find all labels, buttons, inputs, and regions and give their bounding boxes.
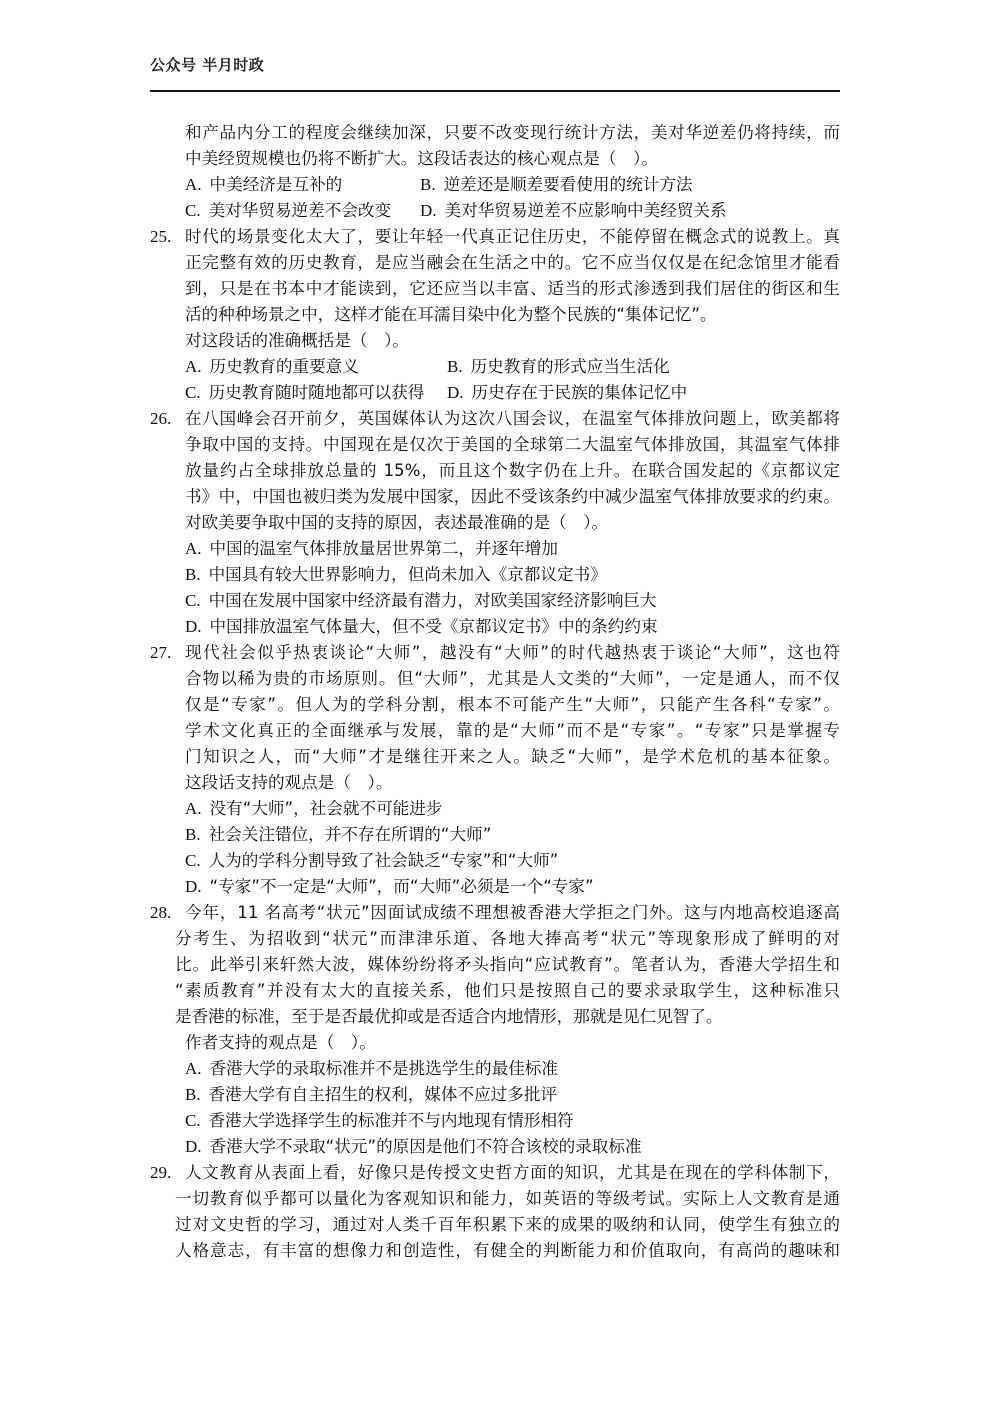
stem-text: 中美经贸规模也仍将不断扩大。这段话表达的核心观点是（ ）。 (185, 149, 658, 168)
stem-text: 仅是“专家”。但人为的学科分割，根本不可能产生“大师”，只能产生各科“专家”。 (185, 695, 840, 714)
answer-option[interactable] (185, 1056, 558, 1082)
option-row (0, 1108, 991, 1134)
option-text: 历史教育的形式应当生活化 (470, 357, 670, 376)
answer-option[interactable] (185, 1082, 557, 1108)
stem-line (0, 224, 991, 250)
stem-text: “素质教育”并没有太大的直接关系，他们只是按照自己的要求录取学生，这种标准只 (175, 981, 840, 1000)
stem-text: 一切教育似乎都可以量化为客观知识和能力，如英语的等级考试。实际上人文教育是通 (175, 1189, 840, 1208)
option-label: B. (185, 1085, 201, 1104)
stem-text: 活的种种场景之中，这样才能在耳濡目染中化为整个民族的“集体记忆”。 (185, 305, 717, 324)
stem-line (0, 1160, 991, 1186)
answer-option[interactable] (185, 354, 359, 380)
stem-line (0, 770, 991, 796)
stem-line (0, 328, 991, 354)
option-text: 没有“大师”，社会就不可能进步 (209, 799, 443, 818)
stem-line (0, 900, 991, 926)
option-row (0, 172, 991, 198)
question-number: 28. (150, 903, 172, 922)
stem-text: 现代社会似乎热衷谈论“大师”，越没有“大师”的时代越热衷于谈论“大师”，这也符 (185, 643, 840, 662)
answer-option[interactable] (185, 822, 491, 848)
option-row (0, 588, 991, 614)
option-label: A. (185, 175, 202, 194)
stem-line (0, 1004, 991, 1030)
option-text: “专家”不一定是“大师”，而“大师”必须是一个“专家” (209, 877, 594, 896)
stem-line (0, 432, 991, 458)
option-label: C. (185, 383, 201, 402)
option-row (0, 822, 991, 848)
option-text: 社会关注错位，并不存在所谓的“大师” (208, 825, 492, 844)
answer-option[interactable] (185, 380, 424, 406)
answer-option[interactable] (185, 796, 442, 822)
answer-option[interactable] (185, 588, 657, 614)
stem-line (0, 250, 991, 276)
stem-line (0, 666, 991, 692)
option-label: A. (185, 357, 202, 376)
stem-line (0, 952, 991, 978)
option-label: A. (185, 799, 202, 818)
stem-text: 过对文史哲的学习，通过对人类千百年积累下来的成果的吸纳和认同，使学生有独立的 (175, 1215, 840, 1234)
stem-line (0, 718, 991, 744)
answer-option[interactable] (185, 848, 558, 874)
stem-line (0, 510, 991, 536)
stem-text: 在八国峰会召开前夕，英国媒体认为这次八国会议，在温室气体排放问题上，欧美都将 (185, 409, 840, 428)
stem-line (0, 406, 991, 432)
option-text: 中国在发展中国家中经济最有潜力，对欧美国家经济影响巨大 (208, 591, 657, 610)
stem-text: 放量约占全球排放总量的 15%，而且这个数字仍在上升。在联合国发起的《京都议定 (185, 461, 840, 480)
option-text: 香港大学的录取标准并不是挑选学生的最佳标准 (209, 1059, 558, 1078)
stem-line (0, 744, 991, 770)
stem-line (0, 1030, 991, 1056)
answer-option[interactable] (185, 1134, 642, 1160)
question-number: 29. (150, 1163, 172, 1182)
option-row (0, 1056, 991, 1082)
question-number: 26. (150, 409, 172, 428)
option-label: C. (185, 851, 201, 870)
option-text: 美对华贸易逆差不应影响中美经贸关系 (444, 201, 727, 220)
answer-option[interactable] (185, 562, 607, 588)
option-row (0, 1134, 991, 1160)
stem-text: 作者支持的观点是（ ）。 (185, 1033, 376, 1052)
option-text: 中国具有较大世界影响力，但尚未加入《京都议定书》 (208, 565, 607, 584)
stem-text: 今年，11 名高考“状元”因面试成绩不理想被香港大学拒之门外。这与内地高校追逐高 (185, 903, 840, 922)
option-row (0, 614, 991, 640)
stem-line (0, 640, 991, 666)
option-row (0, 1082, 991, 1108)
stem-text: 到，只是在书本中才能读到，它还应当以丰富、适当的形式渗透到我们居住的街区和生 (185, 279, 840, 298)
stem-text: 合物以稀为贵的市场原则。但“大师”，尤其是人文类的“大师”，一定是通人，而不仅 (185, 669, 840, 688)
answer-option[interactable] (447, 354, 670, 380)
stem-text: 书》中，中国也被归类为发展中国家，因此不受该条约中减少温室气体排放要求的约束。 (185, 487, 840, 506)
stem-line (0, 458, 991, 484)
stem-text: 比。此举引来轩然大波，媒体纷纷将矛头指向“应试教育”。笔者认为，香港大学招生和 (175, 955, 840, 974)
stem-text: 门知识之人，而“大师”才是继往开来之人。缺乏“大师”，是学术危机的基本征象。 (185, 747, 840, 766)
option-label: B. (185, 565, 201, 584)
option-text: 中美经济是互补的 (209, 175, 343, 194)
stem-text: 这段话支持的观点是（ ）。 (185, 773, 393, 792)
option-text: 美对华贸易逆差不会改变 (208, 201, 392, 220)
stem-text: 对欧美要争取中国的支持的原因，表述最准确的是（ ）。 (185, 513, 609, 532)
stem-text: 人格意志，有丰富的想像力和创造性，有健全的判断能力和价值取向，有高尚的趣味和 (175, 1241, 840, 1260)
option-label: D. (185, 1137, 202, 1156)
question-block (0, 120, 991, 224)
option-row (0, 380, 991, 406)
answer-option[interactable] (185, 1108, 574, 1134)
answer-option[interactable] (185, 614, 658, 640)
option-text: 逆差还是顺差要看使用的统计方法 (443, 175, 693, 194)
stem-text: 时代的场景变化太大了，要让年轻一代真正记住历史，不能停留在概念式的说教上。真 (185, 227, 840, 246)
question-block (0, 406, 991, 640)
stem-line (0, 302, 991, 328)
stem-line (0, 926, 991, 952)
option-label: B. (185, 825, 201, 844)
question-number: 27. (150, 643, 172, 662)
option-text: 香港大学选择学生的标准并不与内地现有情形相符 (208, 1111, 574, 1130)
option-label: D. (420, 201, 437, 220)
option-text: 人为的学科分割导致了社会缺乏“专家”和“大师” (208, 851, 559, 870)
option-row (0, 848, 991, 874)
option-text: 中国的温室气体排放量居世界第二，并逐年增加 (209, 539, 558, 558)
stem-text: 分考生、为招收到“状元”而津津乐道、各地大捧高考“状元”等现象形成了鲜明的对 (175, 929, 840, 948)
document-body (0, 120, 991, 1264)
option-row (0, 796, 991, 822)
answer-option[interactable] (420, 172, 693, 198)
option-label: D. (185, 877, 202, 896)
option-label: C. (185, 1111, 201, 1130)
option-text: 历史教育随时随地都可以获得 (208, 383, 425, 402)
question-block (0, 900, 991, 1160)
stem-line (0, 276, 991, 302)
answer-option[interactable] (185, 874, 594, 900)
option-row (0, 562, 991, 588)
question-block (0, 1160, 991, 1264)
option-label: C. (185, 591, 201, 610)
header-title: 公众号 半月时政 (150, 56, 265, 74)
stem-line (0, 1238, 991, 1264)
stem-text: 对这段话的准确概括是（ ）。 (185, 331, 410, 350)
answer-option[interactable] (185, 536, 558, 562)
option-label: A. (185, 1059, 202, 1078)
option-label: D. (447, 383, 464, 402)
option-label: C. (185, 201, 201, 220)
stem-text: 是香港的标准，至于是否最优抑或是否适合内地情形，那就是见仁见智了。 (175, 1007, 723, 1026)
stem-text: 正完整有效的历史教育，是应当融会在生活之中的。它不应当仅仅是在纪念馆里才能看 (185, 253, 840, 272)
option-text: 中国排放温室气体量大，但不受《京都议定书》中的条约约束 (209, 617, 658, 636)
question-block (0, 640, 991, 900)
option-label: A. (185, 539, 202, 558)
stem-text: 和产品内分工的程度会继续加深，只要不改变现行统计方法，美对华逆差仍将持续，而 (185, 123, 840, 142)
stem-line (0, 1186, 991, 1212)
header-divider (150, 90, 840, 92)
question-number: 25. (150, 227, 172, 246)
option-row (0, 874, 991, 900)
option-label: B. (420, 175, 436, 194)
answer-option[interactable] (185, 172, 342, 198)
option-label: D. (185, 617, 202, 636)
option-text: 历史教育的重要意义 (209, 357, 359, 376)
stem-line (0, 692, 991, 718)
option-text: 香港大学有自主招生的权利，媒体不应过多批评 (208, 1085, 558, 1104)
stem-line (0, 120, 991, 146)
stem-line (0, 146, 991, 172)
option-text: 香港大学不录取“状元”的原因是他们不符合该校的录取标准 (209, 1137, 642, 1156)
option-row (0, 198, 991, 224)
stem-line (0, 978, 991, 1004)
answer-option[interactable] (447, 380, 687, 406)
stem-text: 人文教育从表面上看，好像只是传授文史哲方面的知识，尤其是在现在的学科体制下， (185, 1163, 840, 1182)
option-label: B. (447, 357, 463, 376)
stem-line (0, 1212, 991, 1238)
answer-option[interactable] (420, 198, 727, 224)
option-row (0, 354, 991, 380)
option-text: 历史存在于民族的集体记忆中 (471, 383, 688, 402)
stem-text: 争取中国的支持。中国现在是仅次于美国的全球第二大温室气体排放国，其温室气体排 (185, 435, 840, 454)
question-block (0, 224, 991, 406)
stem-text: 学术文化真正的全面继承与发展，靠的是“大师”而不是“专家”。“专家”只是掌握专 (185, 721, 840, 740)
option-row (0, 536, 991, 562)
stem-line (0, 484, 991, 510)
answer-option[interactable] (185, 198, 391, 224)
